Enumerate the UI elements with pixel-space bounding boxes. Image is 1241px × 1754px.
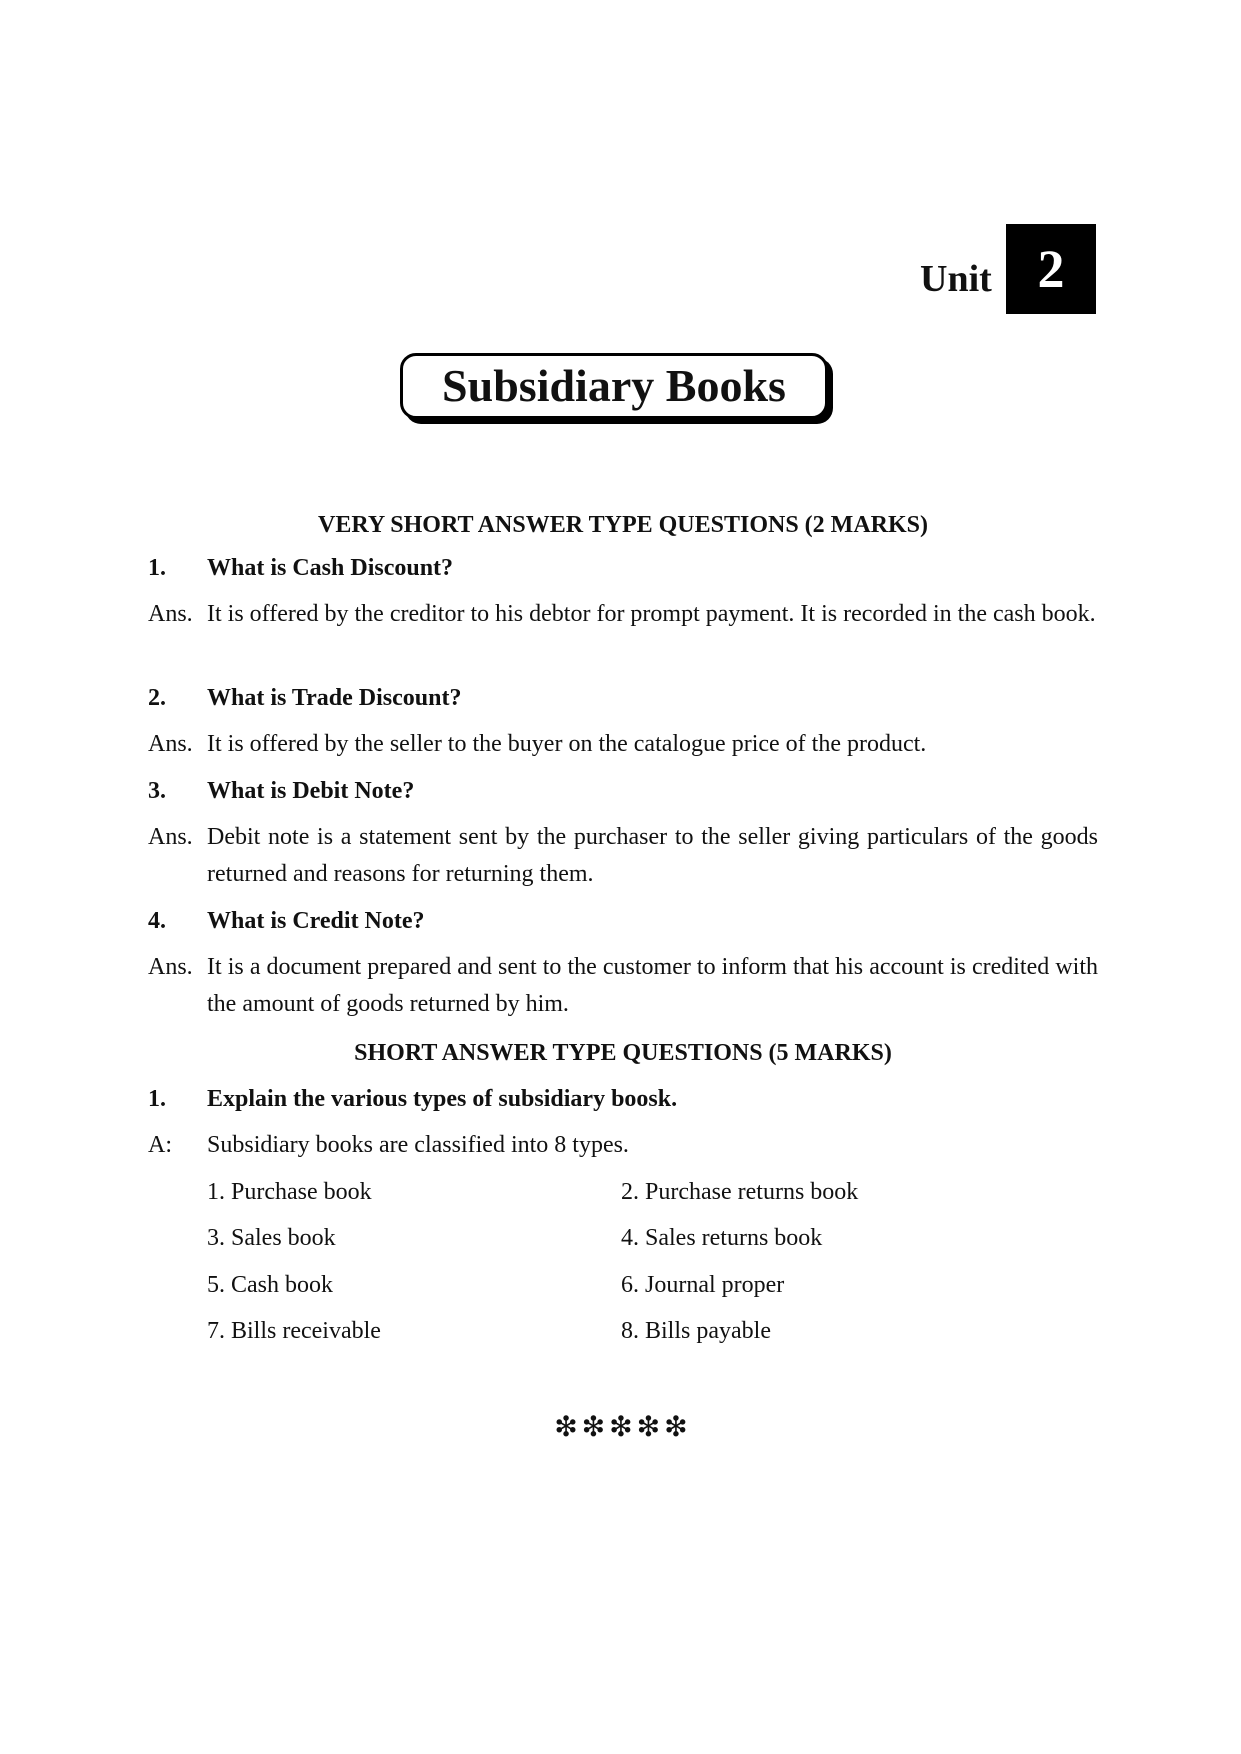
list-item: 1. Purchase book (207, 1179, 372, 1205)
end-of-section-marker: ❇❇❇❇❇ (554, 1410, 692, 1443)
section-heading-short: SHORT ANSWER TYPE QUESTIONS (5 MARKS) (354, 1040, 892, 1066)
question-number: 3. (148, 778, 166, 804)
list-item: 8. Bills payable (621, 1318, 771, 1344)
question-number: 1. (148, 555, 166, 581)
answer-label: Ans. (148, 824, 193, 850)
list-item: 2. Purchase returns book (621, 1179, 859, 1205)
question-text: What is Cash Discount? (207, 555, 454, 581)
list-item: 4. Sales returns book (621, 1225, 823, 1251)
question-number: 1. (148, 1086, 166, 1112)
section-heading-very-short: VERY SHORT ANSWER TYPE QUESTIONS (2 MARKS) (318, 512, 928, 538)
question-text: What is Debit Note? (207, 778, 415, 804)
answer-label: Ans. (148, 731, 193, 757)
answer-label: Ans. (148, 601, 193, 627)
answer-text: Subsidiary books are classified into 8 types. (207, 1132, 629, 1158)
list-item: 3. Sales book (207, 1225, 336, 1251)
answer-text: Debit note is a statement sent by the purchaser to the seller giving particulars of the goods returned and reasons for returning them. (207, 824, 1098, 887)
question-number: 4. (148, 908, 166, 934)
unit-number-badge: 2 (1006, 224, 1096, 314)
page-title: Subsidiary Books (400, 353, 828, 419)
question-text: What is Trade Discount? (207, 685, 462, 711)
unit-header (900, 224, 1096, 314)
list-item: 7. Bills receivable (207, 1318, 381, 1344)
answer-label: A: (148, 1132, 172, 1158)
answer-label: Ans. (148, 954, 193, 980)
question-text: What is Credit Note? (207, 908, 425, 934)
question-number: 2. (148, 685, 166, 711)
answer-text: It is offered by the creditor to his debtor for prompt payment. It is recorded in the cash book. (207, 601, 1096, 627)
list-item: 5. Cash book (207, 1272, 333, 1298)
answer-text: It is offered by the seller to the buyer on the catalogue price of the product. (207, 731, 927, 757)
answer-text: It is a document prepared and sent to the customer to inform that his account is credited with the amount of goods returned by him. (207, 954, 1098, 1017)
question-text: Explain the various types of subsidiary boosk. (207, 1086, 678, 1112)
unit-label: Unit (920, 258, 992, 300)
list-item: 6. Journal proper (621, 1272, 785, 1298)
